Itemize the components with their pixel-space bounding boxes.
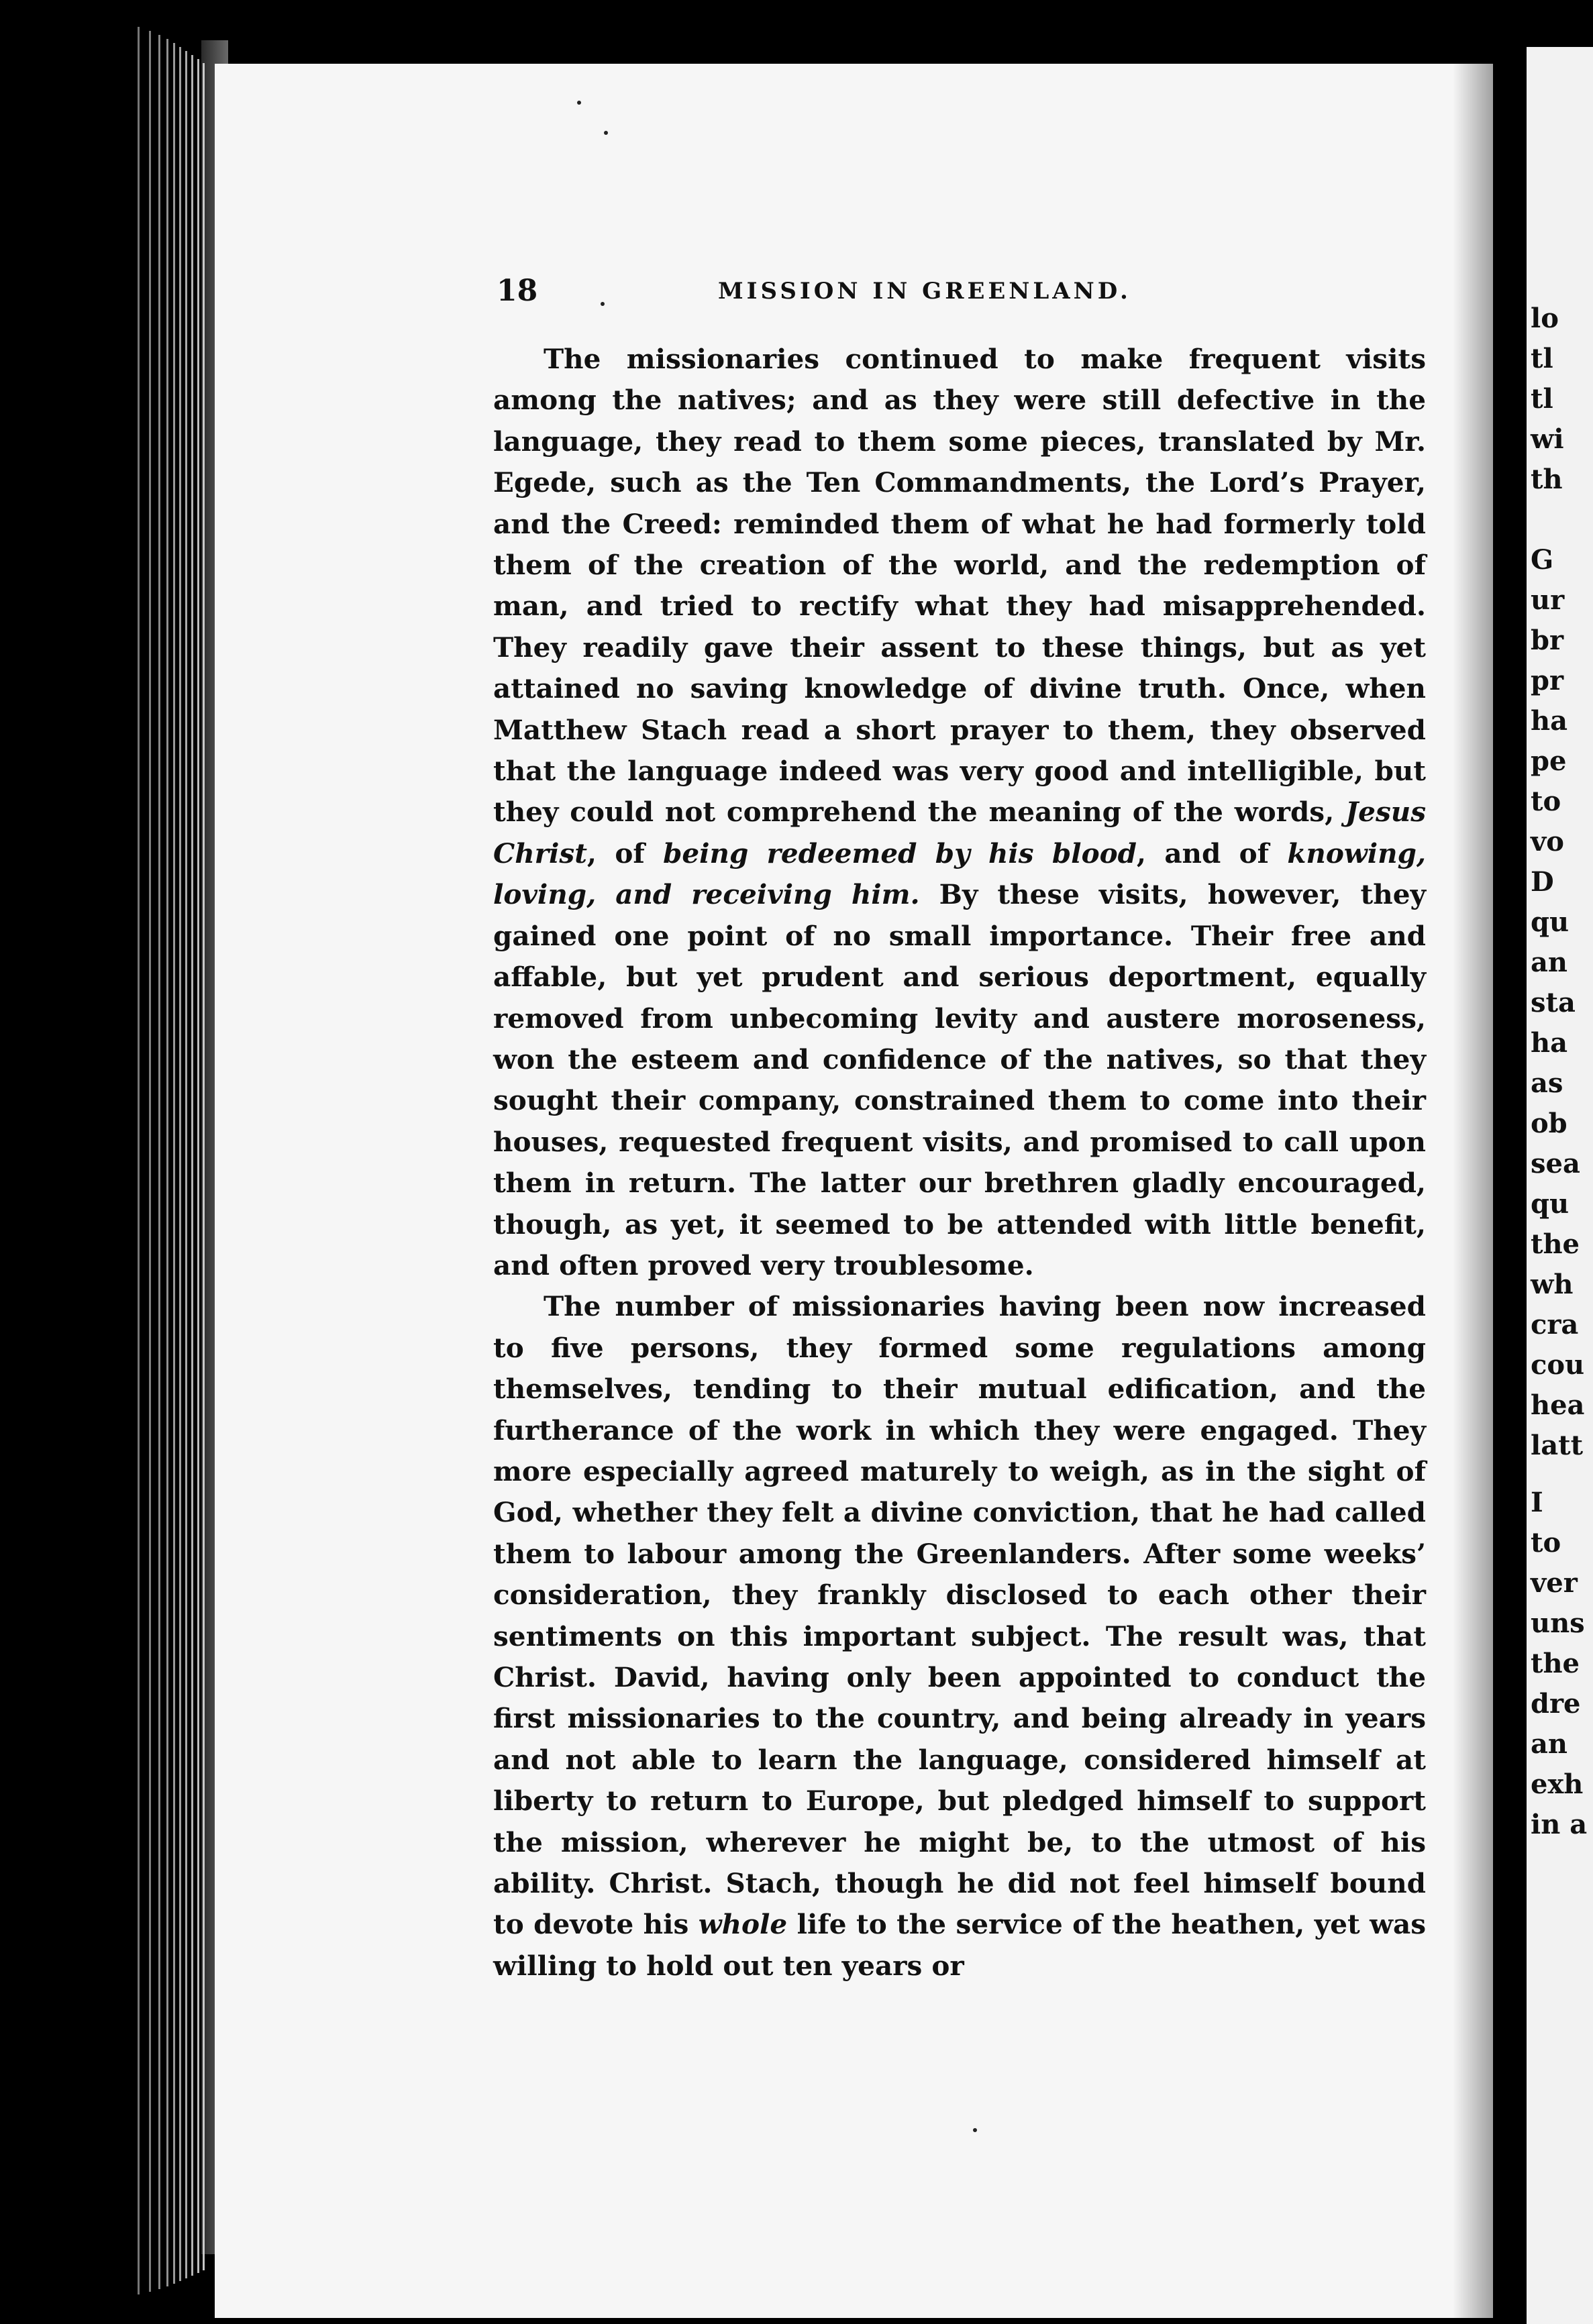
page-number: 18: [497, 274, 538, 308]
text-run: life to the service of the heathen, yet was willing to hold out ten years or: [493, 1908, 1426, 1982]
neighbor-line-fragment: latt: [1531, 1430, 1584, 1461]
neighbor-page-strip: [1527, 47, 1593, 2324]
neighbor-line-fragment: in a: [1531, 1809, 1588, 1840]
paragraph: [493, 339, 1426, 1286]
speck: [577, 101, 581, 105]
neighbor-line-fragment: cra: [1531, 1309, 1579, 1340]
neighbor-line-fragment: tl: [1531, 343, 1553, 374]
page-edge-line: [191, 55, 193, 2276]
italic-phrase: whole: [698, 1908, 788, 1941]
neighbor-line-fragment: th: [1531, 464, 1563, 495]
italic-phrase: knowing, loving, and receiving him.: [493, 837, 1426, 911]
neighbor-line-fragment: lo: [1531, 303, 1559, 334]
neighbor-line-fragment: cou: [1531, 1349, 1585, 1381]
neighbor-line-fragment: ver: [1531, 1567, 1578, 1599]
neighbor-line-fragment: the: [1531, 1648, 1580, 1679]
neighbor-line-fragment: pe: [1531, 745, 1567, 777]
neighbor-line-fragment: G: [1531, 544, 1554, 576]
neighbor-line-fragment: ha: [1531, 705, 1568, 737]
page-edge-line: [203, 63, 205, 2270]
text-run: By these visits, however, they gained one point of no small importance. Their free and affable, but yet prudent and serious deportment, equally removed from unbecoming levity and austere moroseness, won the esteem and confidence of the natives, so that they sought their company, constrained them to come into their houses, requested frequent visits, and promised to call upon them in return. The latter our brethren gladly encouraged, though, as yet, it seemed to be attended with little benefit, and often proved very troublesome.: [493, 878, 1426, 1281]
paragraph: [493, 1286, 1426, 1987]
neighbor-line-fragment: pr: [1531, 665, 1564, 696]
neighbor-line-fragment: vo: [1531, 826, 1564, 857]
neighbor-line-fragment: an: [1531, 1728, 1568, 1760]
page-edge-line: [166, 39, 168, 2286]
neighbor-line-fragment: as: [1531, 1067, 1563, 1099]
neighbor-line-fragment: exh: [1531, 1768, 1584, 1800]
page-edge-line: [185, 51, 187, 2278]
neighbor-line-fragment: D: [1531, 866, 1554, 898]
neighbor-line-fragment: I: [1531, 1487, 1543, 1518]
running-header: [497, 274, 1436, 314]
text-run: , and of: [1136, 837, 1288, 869]
body-text: [493, 339, 1426, 1987]
page-edge-line: [138, 27, 140, 2294]
neighbor-line-fragment: qu: [1531, 1188, 1570, 1220]
page-edge-line: [179, 47, 181, 2281]
running-title: MISSION IN GREENLAND.: [718, 278, 1131, 305]
neighbor-line-fragment: br: [1531, 625, 1564, 656]
neighbor-line-fragment: to: [1531, 786, 1561, 817]
neighbor-line-fragment: tl: [1531, 383, 1553, 415]
page-edge-line: [197, 59, 199, 2273]
text-run: , of: [586, 837, 664, 869]
neighbor-line-fragment: ur: [1531, 584, 1565, 616]
neighbor-line-fragment: uns: [1531, 1607, 1585, 1639]
neighbor-line-fragment: wi: [1531, 423, 1564, 455]
page-gutter-shadow: [1453, 64, 1493, 2318]
page-edge-line: [149, 31, 151, 2292]
speck: [973, 2128, 977, 2132]
speck: [601, 302, 605, 306]
neighbor-line-fragment: ob: [1531, 1108, 1568, 1139]
italic-phrase: being redeemed by his blood: [663, 837, 1137, 869]
italic-phrase: Jesus Christ: [493, 796, 1426, 869]
neighbor-line-fragment: the: [1531, 1228, 1580, 1260]
speck: [604, 131, 608, 135]
text-run: The number of missionaries having been now increased to five persons, they formed some regulations among themselves, tending to their mutual edification, and the furtherance of the work in which they were engaged. They more especially agreed maturely to weigh, as in the sight of God, whether they felt a divine conviction, that he had called them to labour among the Greenlanders. After some weeks’ consideration, they frankly disclosed to each other their sentiments on this important subject. The result was, that Christ. David, having only been appointed to conduct the first missionaries to the country, and being already in years and not able to learn the language, considered himself at liberty to return to Europe, but pledged himself to support the mission, wherever he might be, to the utmost of his ability. Christ. Stach, though he did not feel himself bound to devote his: [493, 1290, 1426, 1941]
neighbor-line-fragment: sta: [1531, 987, 1576, 1018]
neighbor-line-fragment: sea: [1531, 1148, 1580, 1179]
neighbor-line-fragment: dre: [1531, 1688, 1581, 1720]
neighbor-line-fragment: qu: [1531, 906, 1570, 938]
gutter: [1493, 0, 1527, 2324]
neighbor-line-fragment: wh: [1531, 1269, 1574, 1300]
page-edge-line: [173, 43, 175, 2284]
neighbor-line-fragment: to: [1531, 1527, 1561, 1559]
neighbor-line-fragment: hea: [1531, 1389, 1585, 1421]
neighbor-line-fragment: ha: [1531, 1027, 1568, 1059]
text-run: The missionaries continued to make frequent visits among the natives; and as they were still defective in the language, they read to them some pieces, translated by Mr. Egede, such as the Ten Commandments, the Lord’s Prayer, and the Creed: reminded them of what he had formerly told them of the creation of the world, and the redemption of man, and tried to rectify what they had misapprehended. They readily gave their assent to these things, but as yet attained no saving knowledge of divine truth. Once, when Matthew Stach read a short prayer to them, they observed that the language indeed was very good and intelligible, but they could not comprehend the meaning of the words,: [493, 343, 1426, 829]
neighbor-line-fragment: an: [1531, 947, 1568, 978]
page-edge-line: [158, 35, 160, 2289]
